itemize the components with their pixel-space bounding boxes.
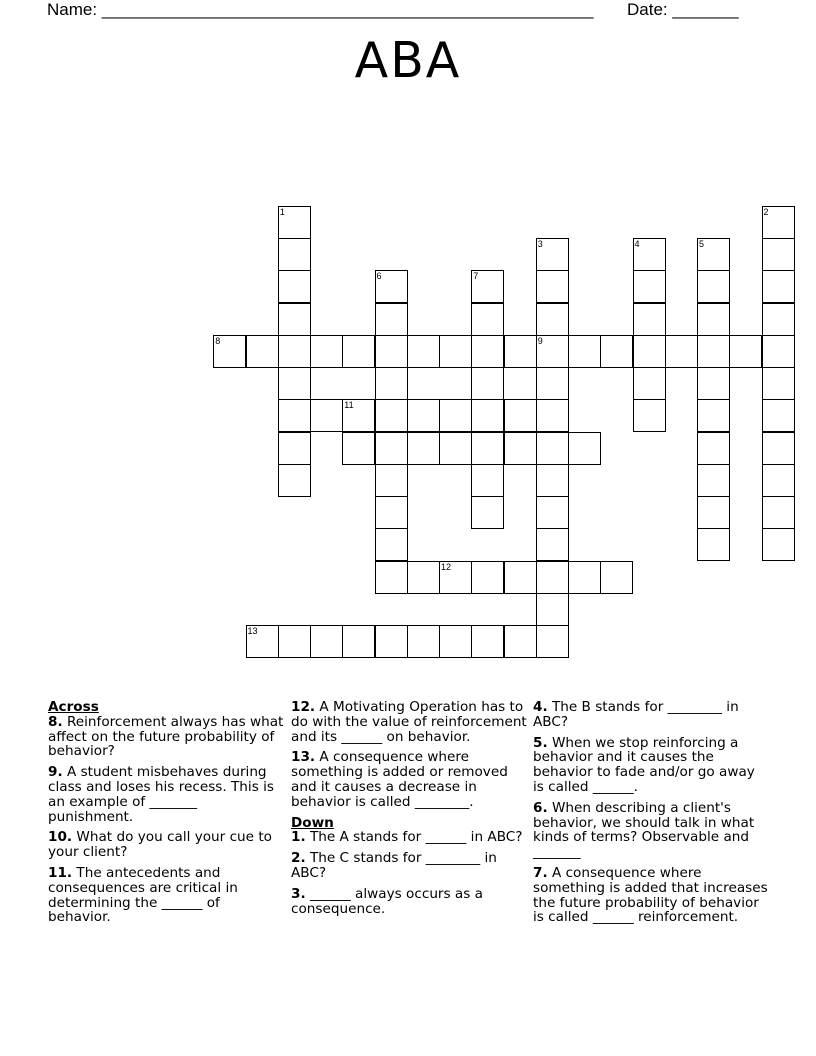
clue-item [48, 830, 284, 860]
grid-cell[interactable] [471, 561, 504, 594]
grid-cell[interactable] [568, 335, 601, 368]
clue-number-label: 5. [533, 734, 548, 751]
grid-cell[interactable] [762, 238, 795, 271]
grid-cell[interactable] [762, 432, 795, 465]
clue-number: 9 [537, 335, 543, 346]
grid-cell[interactable] [697, 496, 730, 529]
grid-cell[interactable] [278, 399, 311, 432]
clues-column-2 [291, 700, 527, 922]
grid-cell[interactable] [633, 367, 666, 400]
grid-cell[interactable] [310, 625, 343, 658]
clue-number: 7 [473, 271, 479, 282]
grid-cell[interactable] [665, 335, 698, 368]
grid-cell[interactable] [375, 528, 408, 561]
grid-cell[interactable] [310, 399, 343, 432]
grid-cell[interactable] [762, 270, 795, 303]
grid-cell[interactable] [439, 561, 472, 594]
grid-cell[interactable] [633, 270, 666, 303]
clue-number: 6 [376, 271, 382, 282]
clue-number-label: 11. [48, 864, 73, 881]
grid-cell[interactable] [633, 303, 666, 336]
clue-item [533, 736, 769, 795]
grid-cell[interactable] [342, 399, 375, 432]
clue-item [291, 887, 527, 917]
clue-item [533, 866, 769, 925]
grid-cell[interactable] [536, 464, 569, 497]
clue-item [291, 750, 527, 809]
name-field-label: Name: ____________________________________________________ [47, 0, 594, 19]
clue-number-label: 2. [291, 850, 306, 867]
clue-number: 4 [634, 239, 640, 249]
grid-cell[interactable] [246, 335, 279, 368]
grid-cell[interactable] [536, 625, 569, 658]
grid-cell[interactable] [762, 528, 795, 561]
clue-number-label: 9. [48, 764, 63, 781]
clue-item [533, 801, 769, 860]
grid-cell[interactable] [375, 496, 408, 529]
grid-cell[interactable] [278, 238, 311, 271]
grid-cell[interactable] [600, 335, 633, 368]
grid-cell[interactable] [278, 367, 311, 400]
grid-cell[interactable] [504, 432, 537, 465]
grid-cell[interactable] [762, 335, 795, 368]
grid-cell[interactable] [471, 625, 504, 658]
clue-text: The antecedents and consequences are critical in determining the ______ of behavior. [48, 864, 238, 926]
grid-cell[interactable] [278, 270, 311, 303]
down-heading: Down [291, 814, 334, 831]
grid-cell[interactable] [762, 399, 795, 432]
grid-cell[interactable] [568, 561, 601, 594]
clue-number-label: 4. [533, 699, 548, 715]
grid-cell[interactable] [536, 303, 569, 336]
clue-text: A Motivating Operation has to do with the value of reinforcement and its ______ on behavior. [291, 699, 527, 745]
clue-number: 11 [344, 400, 354, 411]
clue-number-label: 13. [291, 749, 316, 766]
clue-item [48, 866, 284, 925]
clue-text: Reinforcement always has what affect on the future probability of behavior? [48, 713, 284, 760]
grid-cell[interactable] [504, 399, 537, 432]
clue-number-label: 1. [291, 829, 306, 846]
grid-cell[interactable] [762, 303, 795, 336]
grid-cell[interactable] [536, 399, 569, 432]
clue-text: The B stands for ________ in ABC? [533, 699, 739, 730]
grid-cell[interactable] [697, 399, 730, 432]
clue-text: When describing a client's behavior, we should talk in what kinds of terms? Observable and _______ [533, 799, 755, 861]
clue-text: A student misbehaves during class and loses his recess. This is an example of _______ punishment. [48, 764, 274, 825]
grid-cell[interactable] [633, 335, 666, 368]
grid-cell[interactable] [213, 335, 246, 368]
clue-text: What do you call your cue to your client? [48, 829, 273, 861]
grid-cell[interactable] [471, 367, 504, 400]
grid-cell[interactable] [278, 432, 311, 465]
grid-cell[interactable] [471, 464, 504, 497]
grid-cell[interactable] [439, 399, 472, 432]
grid-cell[interactable] [471, 303, 504, 336]
grid-cell[interactable] [278, 303, 311, 336]
grid-cell[interactable] [762, 206, 795, 239]
clue-number-label: 7. [533, 864, 548, 881]
grid-cell[interactable] [697, 432, 730, 465]
grid-cell[interactable] [439, 432, 472, 465]
across-heading: Across [48, 699, 99, 715]
grid-cell[interactable] [729, 335, 762, 368]
grid-cell[interactable] [600, 561, 633, 594]
clues-column-1 [48, 700, 284, 931]
grid-cell[interactable] [697, 464, 730, 497]
clue-number: 5 [699, 239, 705, 249]
grid-cell[interactable] [697, 367, 730, 400]
grid-cell[interactable] [278, 206, 311, 239]
clue-text: When we stop reinforcing a behavior and it causes the behavior to fade and/or go away is called ______. [533, 734, 755, 795]
grid-cell[interactable] [375, 270, 408, 303]
grid-cell[interactable] [471, 432, 504, 465]
grid-cell[interactable] [697, 238, 730, 271]
clue-item [291, 700, 527, 744]
grid-cell[interactable] [536, 367, 569, 400]
grid-cell[interactable] [536, 335, 569, 368]
grid-cell[interactable] [568, 432, 601, 465]
clue-text: A consequence where something is added that increases the future probability of behavior is called ______ reinforcement. [533, 864, 768, 926]
grid-cell[interactable] [471, 399, 504, 432]
grid-cell[interactable] [407, 432, 440, 465]
grid-cell[interactable] [375, 464, 408, 497]
grid-cell[interactable] [375, 399, 408, 432]
grid-cell[interactable] [375, 625, 408, 658]
clue-number: 3 [537, 239, 543, 249]
grid-cell[interactable] [439, 625, 472, 658]
grid-cell[interactable] [407, 561, 440, 594]
grid-cell[interactable] [536, 432, 569, 465]
grid-cell[interactable] [407, 335, 440, 368]
grid-cell[interactable] [375, 303, 408, 336]
grid-cell[interactable] [375, 367, 408, 400]
grid-cell[interactable] [342, 625, 375, 658]
grid-cell[interactable] [504, 561, 537, 594]
grid-cell[interactable] [342, 432, 375, 465]
clue-item [291, 851, 527, 881]
grid-cell[interactable] [762, 464, 795, 497]
clue-number-label: 12. [291, 699, 316, 715]
clue-number: 8 [215, 335, 221, 346]
grid-cell[interactable] [536, 238, 569, 271]
grid-cell[interactable] [278, 464, 311, 497]
grid-cell[interactable] [471, 270, 504, 303]
grid-cell[interactable] [697, 335, 730, 368]
grid-cell[interactable] [342, 335, 375, 368]
grid-cell[interactable] [633, 238, 666, 271]
grid-cell[interactable] [697, 528, 730, 561]
clue-text: A consequence where something is added or removed and it causes a decrease in behavior is called ________. [291, 749, 508, 810]
grid-cell[interactable] [471, 496, 504, 529]
grid-cell[interactable] [310, 335, 343, 368]
grid-cell[interactable] [762, 496, 795, 529]
grid-cell[interactable] [504, 335, 537, 368]
grid-cell[interactable] [278, 625, 311, 658]
clue-text: ______ always occurs as a consequence. [291, 885, 483, 917]
grid-cell[interactable] [633, 399, 666, 432]
clues-column-3 [533, 700, 769, 931]
grid-cell[interactable] [504, 625, 537, 658]
grid-cell[interactable] [375, 335, 408, 368]
grid-cell[interactable] [697, 303, 730, 336]
grid-cell[interactable] [407, 399, 440, 432]
clue-item [533, 700, 769, 730]
clue-number-label: 3. [291, 885, 306, 902]
clue-number-label: 6. [533, 799, 548, 816]
grid-cell[interactable] [471, 335, 504, 368]
grid-cell[interactable] [536, 496, 569, 529]
clue-text: The C stands for ________ in ABC? [291, 850, 497, 881]
grid-cell[interactable] [375, 432, 408, 465]
grid-cell[interactable] [536, 270, 569, 303]
clue-number-label: 8. [48, 713, 63, 730]
clue-item [291, 830, 527, 845]
clue-number: 13 [247, 626, 258, 636]
clue-text: The A stands for ______ in ABC? [305, 829, 523, 846]
clue-number-label: 10. [48, 829, 73, 846]
grid-cell[interactable] [439, 335, 472, 368]
grid-cell[interactable] [536, 528, 569, 561]
clue-item [48, 715, 284, 759]
clue-number: 1 [279, 206, 285, 217]
clue-number: 2 [763, 206, 769, 217]
grid-cell[interactable] [697, 270, 730, 303]
grid-cell[interactable] [278, 335, 311, 368]
grid-cell[interactable] [536, 561, 569, 594]
clue-number: 12 [441, 561, 452, 572]
date-field-label: Date: _______ [627, 0, 739, 19]
grid-cell[interactable] [536, 593, 569, 626]
grid-cell[interactable] [246, 625, 279, 658]
grid-cell[interactable] [375, 561, 408, 594]
clue-item [48, 765, 284, 824]
grid-cell[interactable] [762, 367, 795, 400]
grid-cell[interactable] [407, 625, 440, 658]
puzzle-title: ABA [354, 32, 462, 89]
